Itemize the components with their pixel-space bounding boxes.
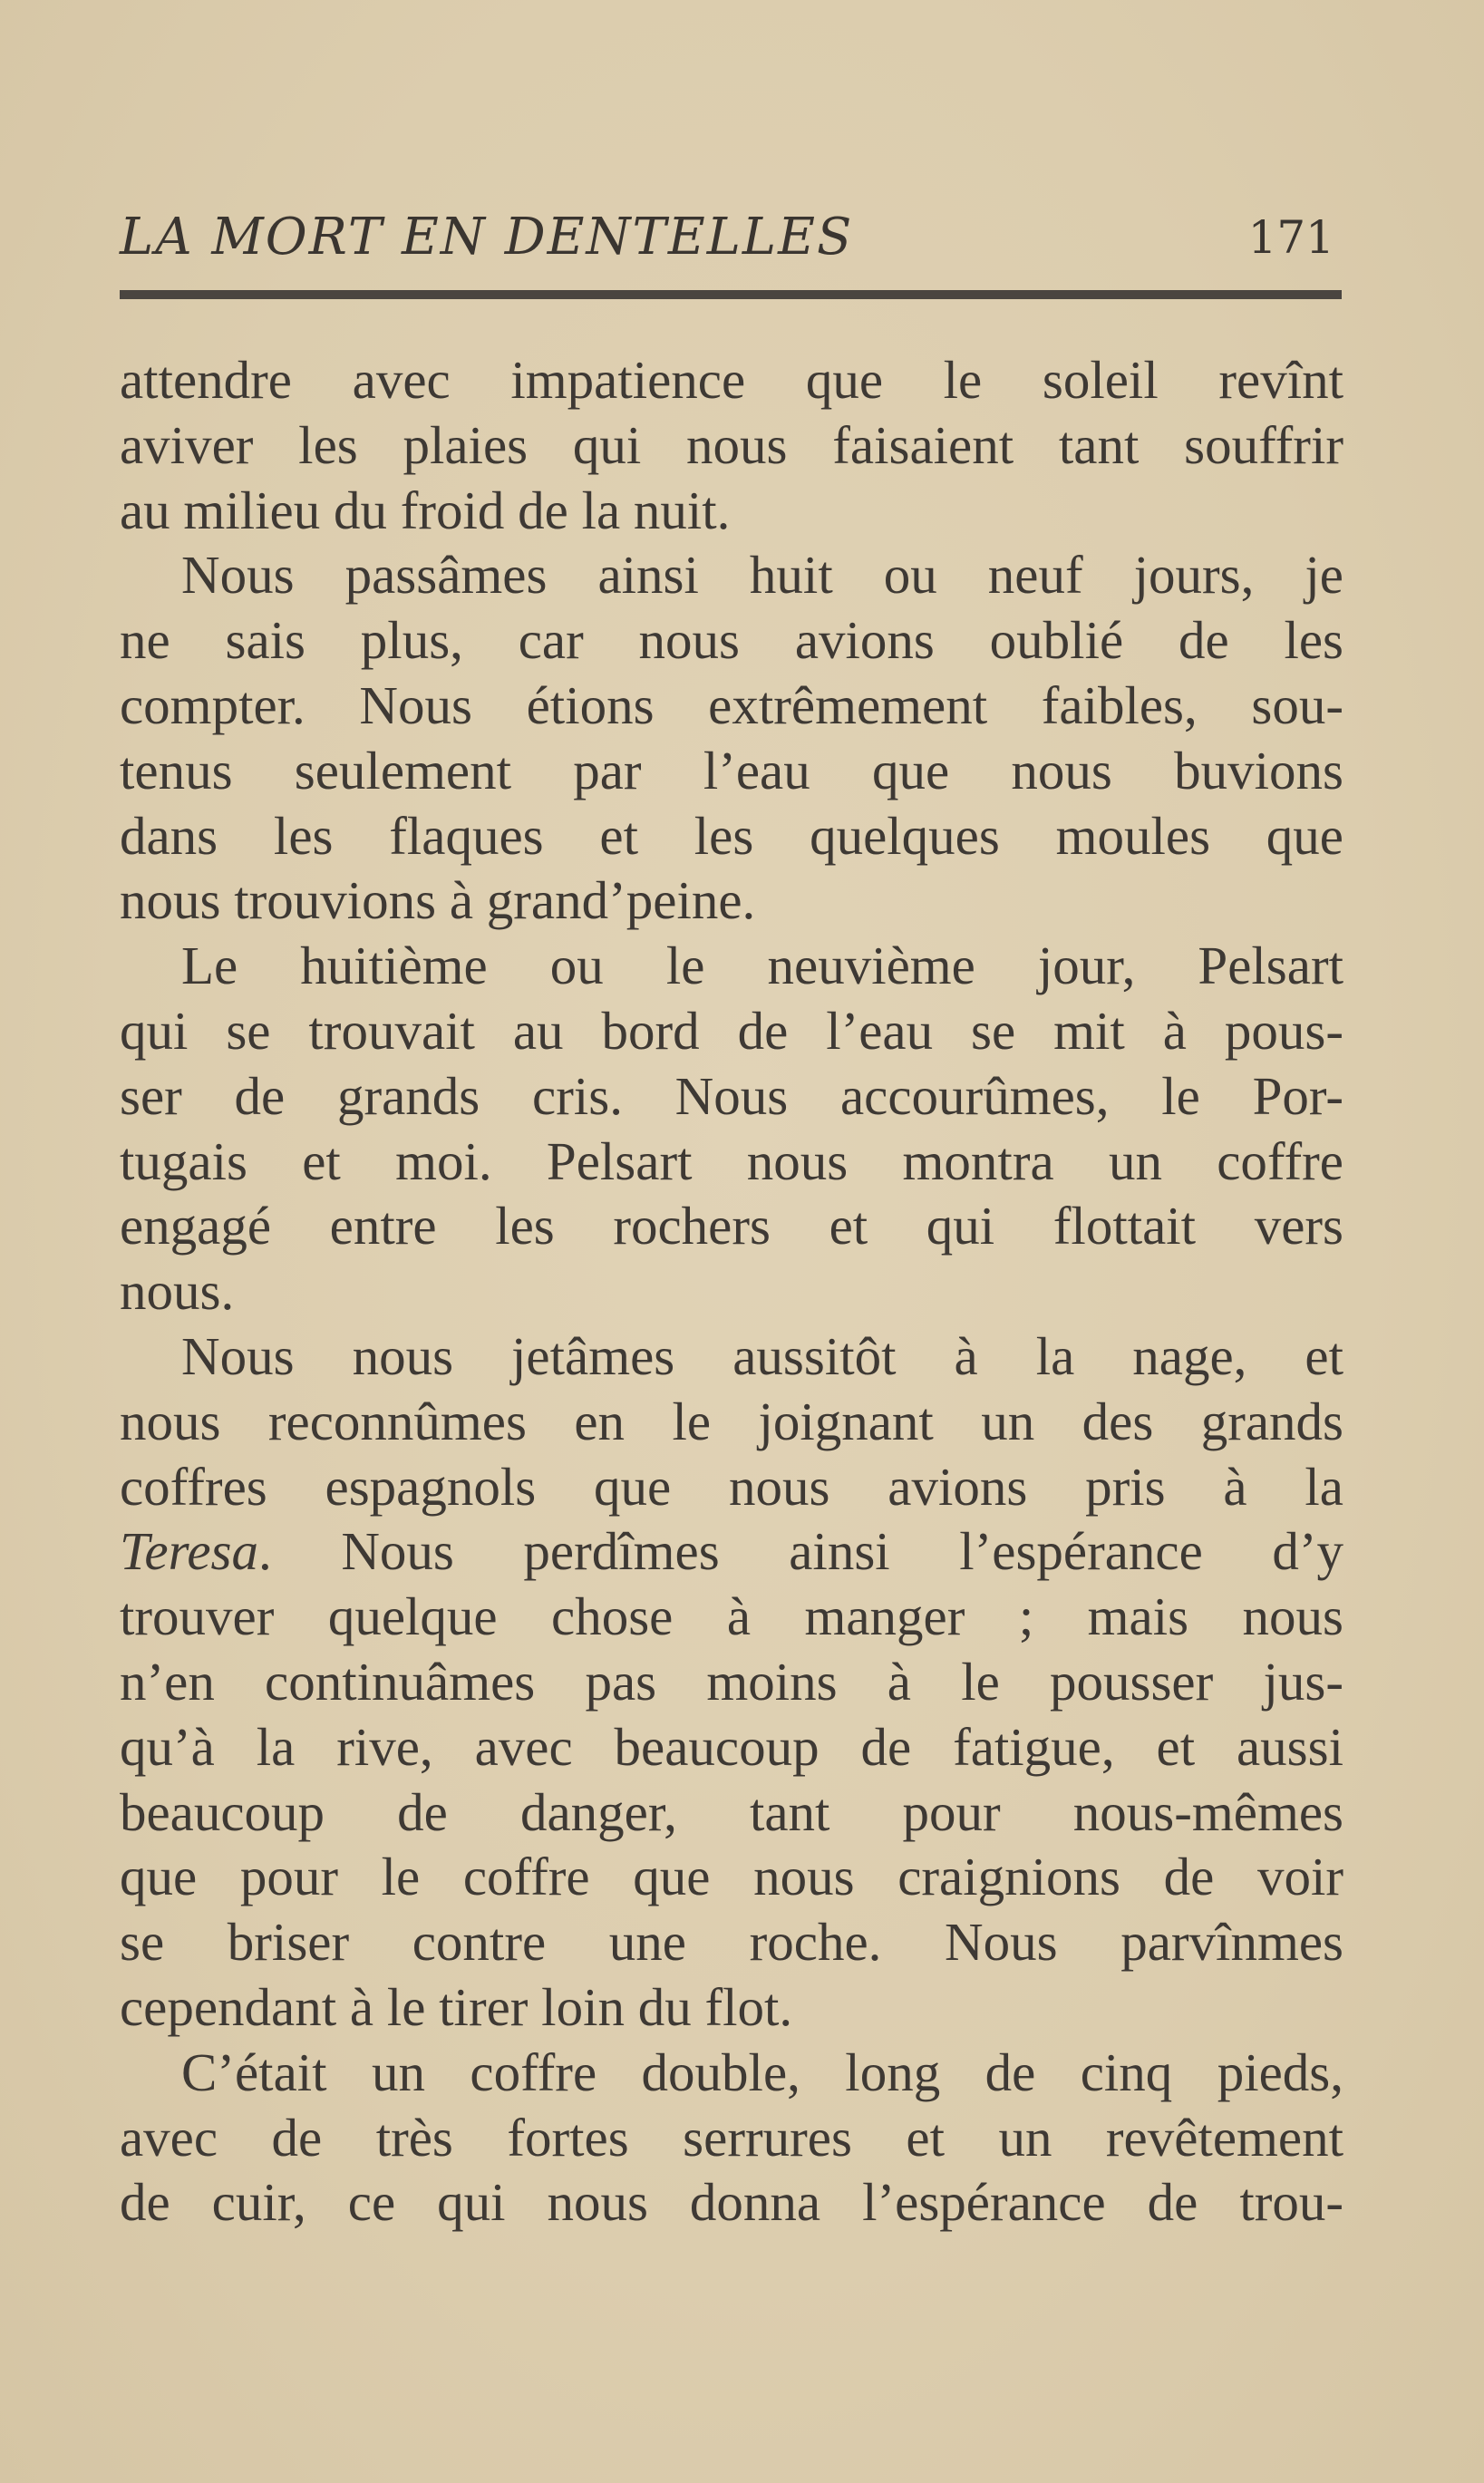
text-line: cependant à le tirer loin du flot. xyxy=(120,1976,793,2037)
line-rest: . Nous perdîmes ainsi l’espérance d’y xyxy=(258,1521,1343,1582)
text-line: tugais et moi. Pelsart nous montra un coffre xyxy=(120,1130,1343,1191)
ship-name: Teresa xyxy=(120,1521,259,1582)
text-line: de cuir, ce qui nous donna l’espérance de trou- xyxy=(120,2172,1343,2233)
text-line: Nous nous jetâmes aussitôt à la nage, et xyxy=(181,1325,1343,1386)
text-line: trouver quelque chose à manger ; mais nous xyxy=(120,1586,1343,1647)
text-line: tenus seulement par l’eau que nous buvions xyxy=(120,740,1343,800)
header-rule xyxy=(120,290,1342,299)
paragraph xyxy=(120,2041,1343,2236)
text-line: C’était un coffre double, long de cinq pieds, xyxy=(181,2042,1343,2102)
text-line: compter. Nous étions extrêmement faibles, sou- xyxy=(120,674,1343,735)
text-line: beaucoup de danger, tant pour nous-mêmes xyxy=(120,1781,1343,1842)
text-line: nous reconnûmes en le joignant un des grands xyxy=(120,1391,1343,1451)
paragraph xyxy=(120,543,1343,934)
text-line: qu’à la rive, avec beaucoup de fatigue, et aussi xyxy=(120,1716,1343,1777)
running-title: LA MORT EN DENTELLES xyxy=(120,208,854,267)
text-line: au milieu du froid de la nuit. xyxy=(120,480,731,540)
text-line: attendre avec impatience que le soleil revînt xyxy=(120,350,1343,410)
text-line: se briser contre une roche. Nous parvînmes xyxy=(120,1912,1343,1973)
text-line: dans les flaques et les quelques moules que xyxy=(120,805,1343,866)
paragraph xyxy=(120,934,1343,1324)
text-line: qui se trouvait au bord de l’eau se mit à pous- xyxy=(120,1000,1343,1061)
paragraph xyxy=(120,348,1343,543)
text-line: aviver les plaies qui nous faisaient tant souffrir xyxy=(120,414,1343,475)
text-line: nous trouvions à grand’peine. xyxy=(120,870,756,931)
text-line: Nous passâmes ainsi huit ou neuf jours, je xyxy=(181,545,1343,606)
text-line: ser de grands cris. Nous accourûmes, le Por- xyxy=(120,1065,1343,1126)
page-number: 171 xyxy=(1247,211,1334,264)
body-text xyxy=(120,348,1343,2236)
page-header xyxy=(120,201,1343,274)
text-line: ne sais plus, car nous avions oublié de les xyxy=(120,610,1343,671)
text-line: engagé entre les rochers et qui flottait vers xyxy=(120,1196,1343,1256)
text-line: n’en continuâmes pas moins à le pousser jus- xyxy=(120,1651,1343,1712)
text-line: avec de très fortes serrures et un revêtement xyxy=(120,2107,1343,2168)
text-line: nous. xyxy=(120,1261,235,1322)
text-line: Le huitième ou le neuvième jour, Pelsart xyxy=(181,936,1343,996)
text-line: coffres espagnols que nous avions pris à la xyxy=(120,1456,1343,1517)
text-line: que pour le coffre que nous craignions de voir xyxy=(120,1847,1343,1907)
text-line xyxy=(120,1519,1343,1585)
paragraph xyxy=(120,1324,1343,2041)
